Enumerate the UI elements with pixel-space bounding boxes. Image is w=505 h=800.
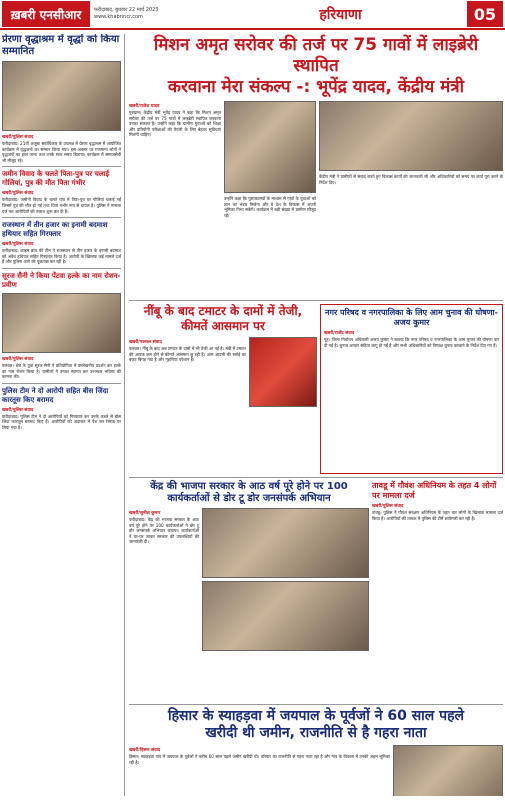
story-photo: [2, 293, 121, 353]
tomato-text: [129, 337, 246, 407]
story-land-dispute: [2, 170, 121, 214]
story-body: फरीदाबाद। 21वीं अजूबा सर्वाधिकार के उपलक्ष में प्रेरणा वृद्धाश्रम में आयोजित कार्यक्रम में वृद्धजनों का सम्मान किया गया। इस अवसर पर गणमान्य लोगों ने वृद्धजनों का हाल जाना तथा उनके साथ समय बिताया। कार्यक्रम में समाजसेवी भी मौजूद रहे।: [2, 141, 121, 163]
story-old-age-home: [2, 34, 121, 163]
tomato-body: पलवल। नींबू के बाद अब टमाटर के दामों में भी तेजी आ गई है। मंडी में टमाटर की आवक कम होने से कीमतें आसमान छू रही हैं। आम आदमी की रसोई का बजट बिगड़ गया है और गृहणियां परेशान हैं।: [129, 346, 246, 363]
council-headline: नगर परिषद व नगरपालिका के लिए आम चुनाव की घोषणा-अजय कुमार: [325, 308, 498, 327]
bjp-photo-1: [202, 508, 369, 578]
story-body: फरीदाबाद। क्राइम ब्रांच की टीम ने राजस्थान से तीन हजार के इनामी बदमाश को अवैध हथियार सहित गिरफ्तार किया है। आरोपी के खिलाफ कई मामले दर्ज हैं और पुलिस आगे की पूछताछ कर रही है।: [2, 248, 121, 265]
story-byline: खबरी/पुलिस संवाद: [2, 407, 34, 413]
left-column: [2, 34, 125, 796]
story-photo: [2, 61, 121, 131]
story-headline: पुलिस टीम ने दो आरोपी सहित बीस जिंदा कारतूस किए बरामद: [2, 386, 109, 404]
lead-headline: [129, 34, 503, 98]
section-title: हरियाणा: [319, 6, 362, 23]
lead-col-3: [319, 101, 503, 297]
masthead-date: फरीदाबाद, बुधवार 22 मार्च 2023: [94, 7, 159, 13]
divider: [129, 477, 503, 478]
bjp-headline: केंद्र की भाजपा सरकार के आठ वर्ष पूरे होने पर 100 कार्यकर्ताओं से डोर टू डोर जनसंपर्क अभियान: [150, 481, 348, 504]
bottom-byline: खबरी/हिसार संवाद: [129, 748, 161, 753]
bottom-text: [129, 745, 390, 796]
lead-body-3: केंद्रीय मंत्री ने ग्रामीणों से संवाद करते हुए विकास कार्यों की जानकारी ली और अधिकारियों को समय पर कार्य पूरा करने के निर्देश दिए।: [319, 174, 503, 185]
lead-body-1: गुरुग्राम। केंद्रीय मंत्री भूपेंद्र यादव ने कहा कि मिशन अमृत सरोवर की तर्ज पर 75 गांवों में लाइब्रेरी स्थापित करवाना उनका संकल्प है। उन्होंने कहा कि ग्रामीण युवाओं को शिक्षा और प्रतियोगी परीक्षाओं की तैयारी के लिए बेहतर सुविधाएं मिलनी चाहिए।: [129, 110, 221, 138]
story-body: फरीदाबाद। पुलिस टीम ने दो आरोपियों को गिरफ्तार कर उनके कब्जे से बीस जिंदा कारतूस बरामद किए हैं। आरोपियों को अदालत में पेश कर रिमांड पर लिया गया है।: [2, 413, 121, 430]
lead-col-1: [129, 101, 221, 297]
bottom-story: [129, 745, 503, 796]
story-byline: खबरी/पुलिस संवाद: [2, 191, 34, 197]
tomato-photo: [249, 337, 317, 407]
bottom-photo: [393, 745, 503, 796]
taw-body: तावडू। पुलिस ने गौवंश संरक्षण अधिनियम के तहत चार लोगों के खिलाफ मामला दर्ज किया है। आरोपियों की तलाश में पुलिस की टीमें छापेमारी कर रही हैं।: [372, 510, 503, 521]
divider: [2, 217, 121, 218]
bjp-photos: [202, 508, 369, 651]
divider: [2, 166, 121, 167]
bjp-body: फरीदाबाद। केंद्र की भाजपा सरकार के आठ वर्ष पूरे होने पर 100 कार्यकर्ताओं ने डोर टू डोर जनसंपर्क अभियान चलाया। कार्यकर्ताओं ने घर-घर जाकर सरकार की उपलब्धियों की जानकारी दी।: [129, 517, 199, 545]
bottom-headline-line2: खरीदी थी जमीन, राजनीति से है गहरा नाता: [205, 725, 427, 741]
council-byline: खबरी/राजेंद्र संवाद: [324, 331, 355, 336]
newspaper-logo: ख़बरी एनसीआर: [2, 1, 90, 27]
divider: [129, 300, 503, 301]
story-council-election: [320, 304, 503, 474]
taw-headline: तावडू में गौवंश अधिनियम के तहत 4 लोगों पर मामला दर्ज: [372, 481, 497, 500]
story-headline: जमीन विवाद के चलते पिता-पुत्र पर चलाई गोलियां, पुत्र की मौत पिता गंभीर: [2, 170, 110, 188]
story-suraj-saini: [2, 272, 121, 380]
lead-photo-minister: [224, 101, 316, 193]
tomato-byline: खबरी/पलवल संवाद: [129, 340, 162, 345]
tomato-headline: नींबू के बाद टमाटर के दामों में तेजी, कीमतें आसमान पर: [143, 304, 303, 333]
taw-byline: खबरी/पुलिस संवाद: [372, 504, 404, 509]
story-bjp: [129, 481, 369, 701]
story-cartridges: [2, 387, 121, 431]
bottom-headline-line1: हिसार के स्याहड़वा में जयपाल के पूर्वजों ने 60 साल पहले: [167, 708, 465, 724]
story-body: फरीदाबाद। जमीनी विवाद के चलते गांव में पिता-पुत्र पर गोलियां चलाई गईं जिसमें पुत्र की मौत हो गई तथा पिता गंभीर रूप से घायल है। पुलिस ने मामला दर्ज कर आरोपियों की तलाश शुरू कर दी है।: [2, 197, 121, 214]
main-area: [129, 34, 503, 796]
bjp-byline: खबरी/सुनील कुमार: [129, 511, 161, 516]
masthead: [0, 0, 505, 30]
story-tomato: [129, 304, 317, 474]
story-headline: राजस्थान में तीन हजार का इनामी बदमाश हथियार सहित गिरफ्तार: [2, 221, 108, 239]
council-body: नूंह। जिला निर्वाचन अधिकारी अजय कुमार ने बताया कि नगर परिषद व नगरपालिका के आम चुनाव की घोषणा कर दी गई है। चुनाव आचार संहिता लागू हो गई है और सभी अधिकारियों को निष्पक्ष चुनाव करवाने के निर्देश दिए गए हैं।: [324, 337, 499, 348]
lead-col-2: [224, 101, 316, 297]
story-headline: सूरज सैनी ने किया पेंटवा हल्के का नाम रोशन-प्रवीण: [2, 271, 121, 289]
bjp-photo-2: [202, 581, 369, 651]
lead-photo-event: [319, 101, 503, 171]
story-byline: खबरी/पुलिस संवाद: [2, 135, 34, 140]
story-wanted-criminal: [2, 221, 121, 265]
tomato-content: [129, 337, 317, 407]
story-taw: [372, 481, 503, 701]
lower-band: [129, 481, 503, 701]
story-byline: खबरी/पुलिस संवाद: [2, 356, 34, 362]
lead-byline: खबरी/राजेश यादव: [129, 104, 160, 109]
divider: [129, 704, 503, 705]
bjp-text: [129, 508, 199, 651]
bjp-content: [129, 508, 369, 651]
middle-band: [129, 304, 503, 474]
divider: [2, 383, 121, 384]
bottom-body: हिसार। स्याहड़वा गांव में जयपाल के पूर्वजों ने करीब 60 साल पहले जमीन खरीदी थी। परिवार का राजनीति से गहरा नाता रहा है और गांव के विकास में उनकी अहम भूमिका रही है।: [129, 754, 390, 765]
story-headline: प्रेरणा वृद्धाश्रम में वृद्धों को किया सम्मानित: [2, 34, 120, 57]
masthead-meta: [94, 7, 214, 21]
lead-story: [129, 101, 503, 297]
lead-headline-line2: करवाना मेरा संकल्प -: भूपेंद्र यादव, केंद्रीय मंत्री: [167, 77, 465, 97]
page-number: 05: [467, 1, 503, 27]
bottom-headline: [129, 708, 503, 742]
divider: [2, 268, 121, 269]
lead-headline-line1: मिशन अमृत सरोवर की तर्ज पर 75 गावों में लाइब्रेरी स्थापित: [153, 35, 479, 76]
lead-body-2: उन्होंने कहा कि पुस्तकालयों के माध्यम से गांवों के युवाओं को ज्ञान का भंडार मिलेगा और वे देश के विकास में अपनी भूमिका निभा सकेंगे। कार्यक्रम में बड़ी संख्या में ग्रामीण मौजूद रहे।: [224, 196, 316, 218]
masthead-url: www.khabrincr.com: [94, 14, 143, 20]
story-body: पलवल। क्षेत्र के युवा सूरज सैनी ने प्रतियोगिता में उल्लेखनीय प्रदर्शन कर हल्के का नाम रोशन किया है। ग्रामीणों ने उनका स्वागत कर उज्ज्वल भविष्य की कामना की।: [2, 362, 121, 380]
story-byline: खबरी/पुलिस संवाद: [2, 242, 34, 248]
